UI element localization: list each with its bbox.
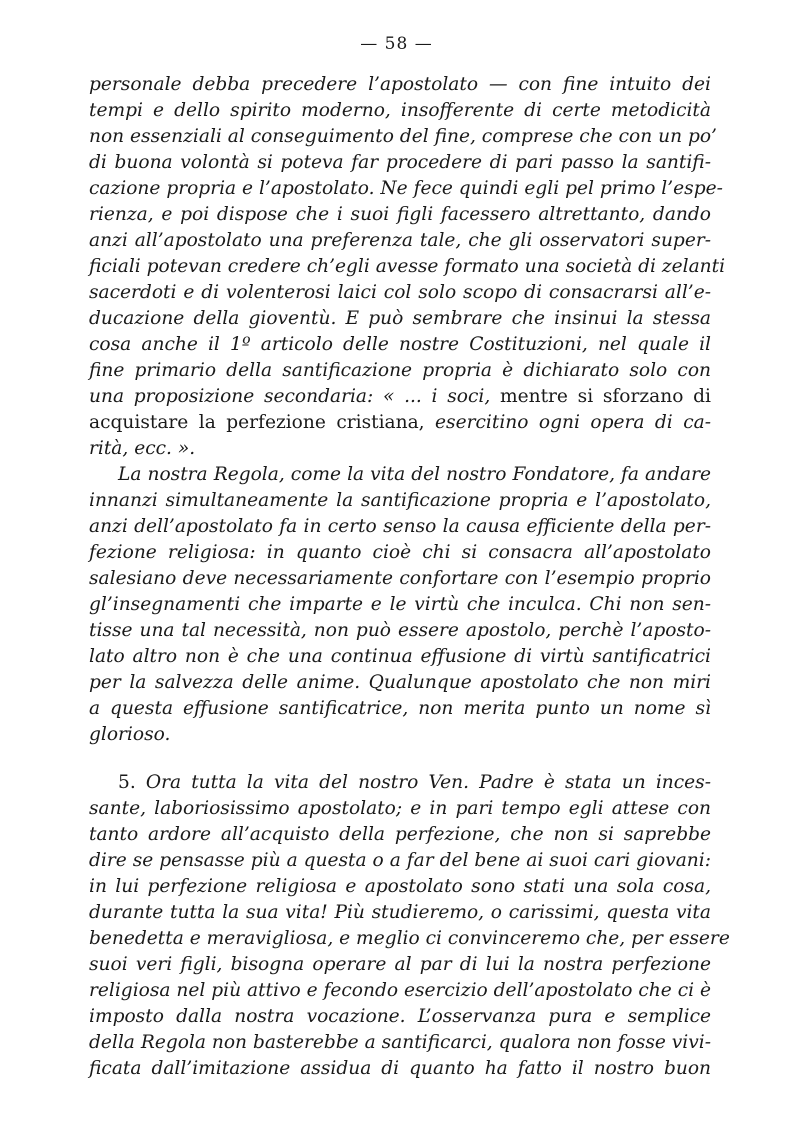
text-line: non essenziali al conseguimento del fine, comprese che con un po’ xyxy=(89,126,717,147)
text-line: tanto ardore all’acquisto della perfezione, che non si saprebbe xyxy=(89,824,711,845)
text-line: suoi veri figli, bisogna operare al par di lui la nostra perfezione xyxy=(89,954,711,975)
text-line-numbered xyxy=(89,770,711,796)
text-line: della Regola non basterebbe a santificarci, qualora non fosse vivi- xyxy=(89,1032,711,1053)
text-line: anzi all’apostolato una preferenza tale, che gli osservatori super- xyxy=(89,230,711,251)
italic-run: una proposizione secondaria: « ... i soci, xyxy=(89,386,491,407)
text-line: gl’insegnamenti che imparte e le virtù che inculca. Chi non sen- xyxy=(89,594,711,615)
text-line-mixed xyxy=(89,410,711,436)
text-line: anzi dell’apostolato fa in certo senso la causa efficiente della per- xyxy=(89,516,711,537)
text-line: cosa anche il 1º articolo delle nostre Costituzioni, nel quale il xyxy=(89,334,711,355)
text-line: fine primario della santificazione propria è dichiarato solo con xyxy=(89,360,711,381)
paragraph-2 xyxy=(89,462,711,748)
text-line: religiosa nel più attivo e fecondo esercizio dell’apostolato che ci è xyxy=(89,980,711,1001)
section-number: 5. xyxy=(118,772,136,793)
text-line: durante tutta la sua vita! Più studieremo, o carissimi, questa vita xyxy=(89,902,711,923)
paragraph-3 xyxy=(89,770,730,1082)
text-block-upper xyxy=(89,72,726,748)
text-line: cazione propria e l’apostolato. Ne fece quindi egli pel primo l’espe- xyxy=(89,178,723,199)
text-line: rità, ecc. ». xyxy=(89,438,196,459)
text-line: benedetta e meravigliosa, e meglio ci convinceremo che, per essere xyxy=(89,928,730,949)
text-line: ducazione della gioventù. E può sembrare che insinui la stessa xyxy=(89,308,711,329)
text-line: in lui perfezione religiosa e apostolato sono stati una sola cosa, xyxy=(89,876,711,897)
italic-run: esercitino ogni opera di ca- xyxy=(424,412,711,433)
text-line: innanzi simultaneamente la santificazione propria e l’apostolato, xyxy=(89,490,711,511)
text-line: tempi e dello spirito moderno, insofferente di certe metodicità xyxy=(89,100,711,121)
text-line: salesiano deve necessariamente confortare con l’esempio proprio xyxy=(89,568,711,589)
text-block-lower xyxy=(89,770,730,1082)
page-number: — 58 — xyxy=(360,34,433,54)
text-line: tisse una tal necessità, non può essere apostolo, perchè l’aposto- xyxy=(89,620,711,641)
text-line: rienza, e poi dispose che i suoi figli facessero altrettanto, dando xyxy=(89,204,711,225)
text-line: sante, laboriosissimo apostolato; e in pari tempo egli attese con xyxy=(89,798,711,819)
italic-run: Ora tutta la vita del nostro Ven. Padre è stata un inces- xyxy=(135,772,711,793)
text-line: dire se pensasse più a questa o a far del bene ai suoi cari giovani: xyxy=(89,850,711,871)
text-line: La nostra Regola, come la vita del nostro Fondatore, fa andare xyxy=(118,464,711,485)
text-line: ficiali potevan credere ch’egli avesse formato una società di zelanti xyxy=(89,256,726,277)
text-line: di buona volontà si poteva far procedere di pari passo la santifi- xyxy=(89,152,711,173)
text-line: personale debba precedere l’apostolato — con fine intuito dei xyxy=(89,74,711,95)
text-line: fezione religiosa: in quanto cioè chi si consacra all’apostolato xyxy=(89,542,711,563)
text-line: ficata dall’imitazione assidua di quanto ha fatto il nostro buon xyxy=(89,1058,711,1079)
text-line: lato altro non è che una continua effusione di virtù santificatrici xyxy=(89,646,711,667)
text-line: imposto dalla nostra vocazione. L’osservanza pura e semplice xyxy=(89,1006,711,1027)
text-line: sacerdoti e di volenterosi laici col solo scopo di consacrarsi all’e- xyxy=(89,282,711,303)
roman-run: acquistare la perfezione cristiana, xyxy=(89,412,425,433)
text-line: glorioso. xyxy=(89,724,171,745)
roman-run: mentre si sforzano di xyxy=(490,386,711,407)
text-line: per la salvezza delle anime. Qualunque apostolato che non miri xyxy=(89,672,711,693)
paragraph-1 xyxy=(89,72,726,462)
text-line: a questa effusione santificatrice, non merita punto un nome sì xyxy=(89,698,711,719)
text-line-mixed xyxy=(89,384,711,410)
